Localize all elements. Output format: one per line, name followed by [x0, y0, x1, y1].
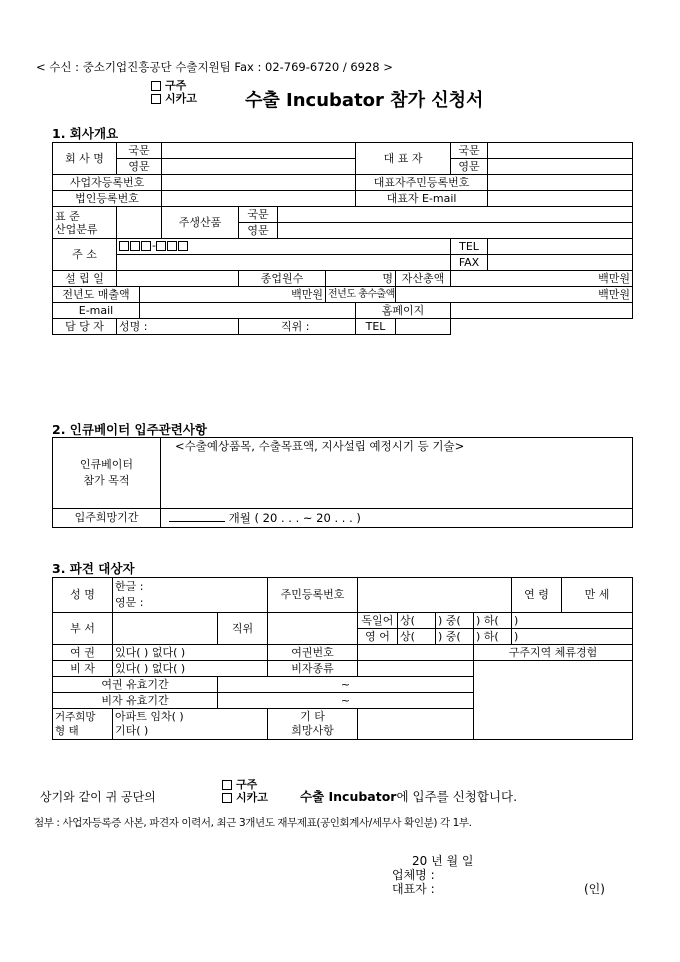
label-tel: TEL	[451, 239, 488, 255]
german-level-mid[interactable]	[436, 613, 474, 629]
label-assets: 자산총액	[396, 271, 451, 287]
label-manager-position: 직위 :	[281, 319, 310, 333]
footer-option-chicago: 시카고	[236, 791, 268, 804]
label-main-product: 주생산품	[162, 207, 239, 239]
unit-assets: 백만원	[598, 271, 631, 285]
incubator-table	[52, 437, 633, 528]
field-europe-exp[interactable]	[474, 661, 633, 740]
field-passport-validity[interactable]: ~	[218, 677, 474, 693]
field-fax[interactable]	[488, 255, 633, 271]
post-statement-text: 에 입주를 신청합니다.	[396, 789, 518, 804]
company-name-sign: 업체명 :	[392, 868, 435, 882]
section-3-title: 3. 파견 대상자	[52, 561, 135, 576]
option-chicago-label: 시카고	[165, 92, 197, 105]
purpose-hint: <수출예상품목, 수출목표액, 지사설립 예정시기 등 기술>	[175, 439, 465, 453]
field-established[interactable]	[117, 271, 239, 287]
field-residence[interactable]	[113, 709, 268, 740]
option-europe-label: 구주	[165, 79, 187, 92]
field-homepage[interactable]	[451, 303, 633, 319]
field-name[interactable]	[113, 578, 268, 613]
field-visa-validity[interactable]: ~	[218, 693, 474, 709]
label-email: E-mail	[53, 303, 140, 319]
post-statement-bold: 수출 Incubator	[300, 789, 397, 804]
field-ceo-kor[interactable]	[488, 143, 633, 159]
field-manager-name[interactable]	[117, 319, 239, 335]
dispatch-table	[52, 577, 633, 740]
field-passport-has[interactable]: 있다( ) 없다( )	[113, 645, 268, 661]
footer-option-europe: 구주	[236, 778, 258, 791]
seal-mark: (인)	[584, 882, 605, 896]
field-etc[interactable]	[358, 709, 474, 740]
field-ceo-eng[interactable]	[488, 159, 633, 175]
option-apt[interactable]: 아파트 임차( )	[115, 710, 184, 723]
postal-box-5[interactable]	[167, 241, 177, 251]
label-ceo-kor: 국문	[451, 143, 488, 159]
label-name: 성 명	[53, 578, 113, 613]
checkbox-europe[interactable]	[151, 81, 161, 91]
label-ceo-eng: 영문	[451, 159, 488, 175]
field-prev-export[interactable]	[396, 287, 633, 303]
ceo-sign: 대표자 :	[392, 882, 435, 896]
field-ceo-resident[interactable]	[488, 175, 633, 191]
unit-sales: 백만원	[291, 287, 324, 301]
field-biz-reg[interactable]	[162, 175, 356, 191]
label-etc-line2: 희망사항	[291, 724, 334, 737]
label-biz-reg: 사업자등록번호	[53, 175, 162, 191]
label-visa-type: 비자종류	[268, 661, 358, 677]
label-prev-sales: 전년도 매출액	[53, 287, 140, 303]
option-other[interactable]: 기타( )	[115, 724, 149, 737]
field-dept[interactable]	[113, 613, 218, 645]
label-manager: 담 당 자	[53, 319, 117, 335]
field-tel[interactable]	[488, 239, 633, 255]
label-residence-line1: 거주희망	[55, 711, 96, 723]
label-established: 설 립 일	[53, 271, 117, 287]
label-visa-validity: 비자 유효기간	[53, 693, 218, 709]
field-passport-no[interactable]	[358, 645, 474, 661]
level-low: ) 하(	[476, 629, 499, 643]
footer-checkbox-europe[interactable]	[222, 780, 232, 790]
postal-box-3[interactable]	[141, 241, 151, 251]
field-resident-no[interactable]	[358, 578, 512, 613]
label-etc	[268, 709, 358, 740]
label-passport: 여 권	[53, 645, 113, 661]
unit-export: 백만원	[598, 287, 631, 301]
date-line: 20 년 월 일	[412, 854, 474, 868]
label-purpose-line2: 참가 목적	[83, 474, 130, 487]
german-level-high[interactable]	[398, 613, 436, 629]
field-ceo-email[interactable]	[488, 191, 633, 207]
level-upper: 상(	[400, 629, 415, 643]
field-product-kor[interactable]	[278, 207, 633, 223]
field-period[interactable]	[161, 509, 633, 528]
label-corp-reg: 법인등록번호	[53, 191, 162, 207]
label-address: 주 소	[53, 239, 117, 271]
label-etc-line1: 기 타	[300, 710, 325, 723]
program-options	[151, 79, 197, 105]
label-english-lang: 영 어	[358, 629, 398, 645]
postal-box-1[interactable]	[119, 241, 129, 251]
field-postal-code[interactable]	[117, 239, 451, 255]
level-low: ) 하(	[476, 613, 499, 627]
field-assets[interactable]	[451, 271, 633, 287]
field-email[interactable]	[140, 303, 356, 319]
label-purpose	[53, 438, 161, 509]
label-industry-line2: 산업분류	[55, 222, 98, 236]
footer-options	[222, 778, 268, 804]
label-kor: 국문	[117, 143, 162, 159]
postal-box-6[interactable]	[178, 241, 188, 251]
field-product-eng[interactable]	[278, 223, 633, 239]
level-close: )	[514, 613, 519, 627]
label-homepage: 홈페이지	[356, 303, 451, 319]
label-prev-export: 전년도 총수출액	[326, 287, 396, 303]
english-level-mid[interactable]	[436, 629, 474, 645]
footer-checkbox-chicago[interactable]	[222, 793, 232, 803]
label-passport-validity: 여권 유효기간	[53, 677, 218, 693]
english-level-low[interactable]	[474, 629, 512, 645]
german-level-low[interactable]	[474, 613, 512, 629]
english-close	[512, 629, 633, 645]
field-company-name-kor[interactable]	[162, 143, 356, 159]
label-product-eng: 영문	[239, 223, 278, 239]
field-visa-has[interactable]: 있다( ) 없다( )	[113, 661, 268, 677]
label-residence	[53, 709, 113, 740]
post-statement	[300, 787, 517, 805]
period-value: 개월 ( 20 . . . ~ 20 . . . )	[228, 511, 361, 525]
field-manager-tel[interactable]	[396, 319, 451, 335]
label-purpose-line1: 인큐베이터	[79, 458, 134, 471]
label-dept: 부 서	[53, 613, 113, 645]
postal-box-2[interactable]	[130, 241, 140, 251]
level-mid: ) 중(	[438, 613, 461, 627]
field-employees[interactable]	[326, 271, 396, 287]
recipient-line: < 수신 : 중소기업진흥공단 수출지원팀 Fax : 02-769-6720 / 6928 >	[36, 60, 393, 74]
label-europe-exp: 구주지역 체류경험	[474, 645, 633, 661]
label-korean: 한글 :	[115, 580, 144, 593]
label-manager-name: 성명 :	[119, 319, 148, 333]
postal-dash: -	[152, 239, 156, 252]
label-ceo: 대 표 자	[356, 143, 451, 175]
label-visa: 비 자	[53, 661, 113, 677]
checkbox-chicago[interactable]	[151, 94, 161, 104]
label-period: 입주희망기간	[53, 509, 161, 528]
field-address[interactable]	[117, 255, 451, 271]
label-residence-line2: 형 태	[55, 725, 79, 737]
level-upper: 상(	[400, 613, 415, 627]
label-company-name: 회 사 명	[53, 143, 117, 175]
label-resident-no: 주민등록번호	[268, 578, 358, 613]
blank-cell	[451, 319, 633, 335]
label-employees: 종업원수	[239, 271, 326, 287]
field-manager-position[interactable]	[239, 319, 356, 335]
label-product-kor: 국문	[239, 207, 278, 223]
label-manager-tel: TEL	[356, 319, 396, 335]
unit-persons: 명	[382, 271, 394, 285]
postal-box-4[interactable]	[156, 241, 166, 251]
section-1-title: 1. 회사개요	[52, 126, 119, 141]
german-close	[512, 613, 633, 629]
level-close: )	[514, 629, 519, 643]
label-industry-line1: 표 준	[55, 209, 80, 223]
field-corp-reg[interactable]	[162, 191, 356, 207]
field-purpose[interactable]	[161, 438, 633, 509]
attachment-note: 첨부 : 사업자등록증 사본, 파견자 이력서, 최근 3개년도 재무제표(공인회계사/세무사 확인분) 각 1부.	[34, 817, 472, 829]
section-2-title: 2. 인큐베이터 입주관련사항	[52, 422, 207, 437]
company-overview-table	[52, 142, 633, 335]
label-ceo-resident: 대표자주민등록번호	[356, 175, 488, 191]
english-level-high[interactable]	[398, 629, 436, 645]
field-age[interactable]: 만 세	[562, 578, 633, 613]
label-passport-no: 여권번호	[268, 645, 358, 661]
field-industry[interactable]	[117, 207, 162, 239]
label-german: 독일어	[358, 613, 398, 629]
period-months-blank[interactable]	[169, 520, 225, 522]
label-age: 연 령	[512, 578, 562, 613]
level-mid: ) 중(	[438, 629, 461, 643]
label-industry	[53, 207, 117, 239]
field-prev-sales[interactable]	[140, 287, 326, 303]
field-position[interactable]	[268, 613, 358, 645]
field-visa-type[interactable]	[358, 661, 474, 677]
label-eng: 영문	[117, 159, 162, 175]
label-position: 직위	[218, 613, 268, 645]
label-english: 영문 :	[115, 596, 144, 609]
field-company-name-eng[interactable]	[162, 159, 356, 175]
label-ceo-email: 대표자 E-mail	[356, 191, 488, 207]
pre-statement: 상기와 같이 귀 공단의	[40, 790, 156, 804]
form-title: 수출 Incubator 참가 신청서	[245, 90, 484, 111]
label-fax: FAX	[451, 255, 488, 271]
